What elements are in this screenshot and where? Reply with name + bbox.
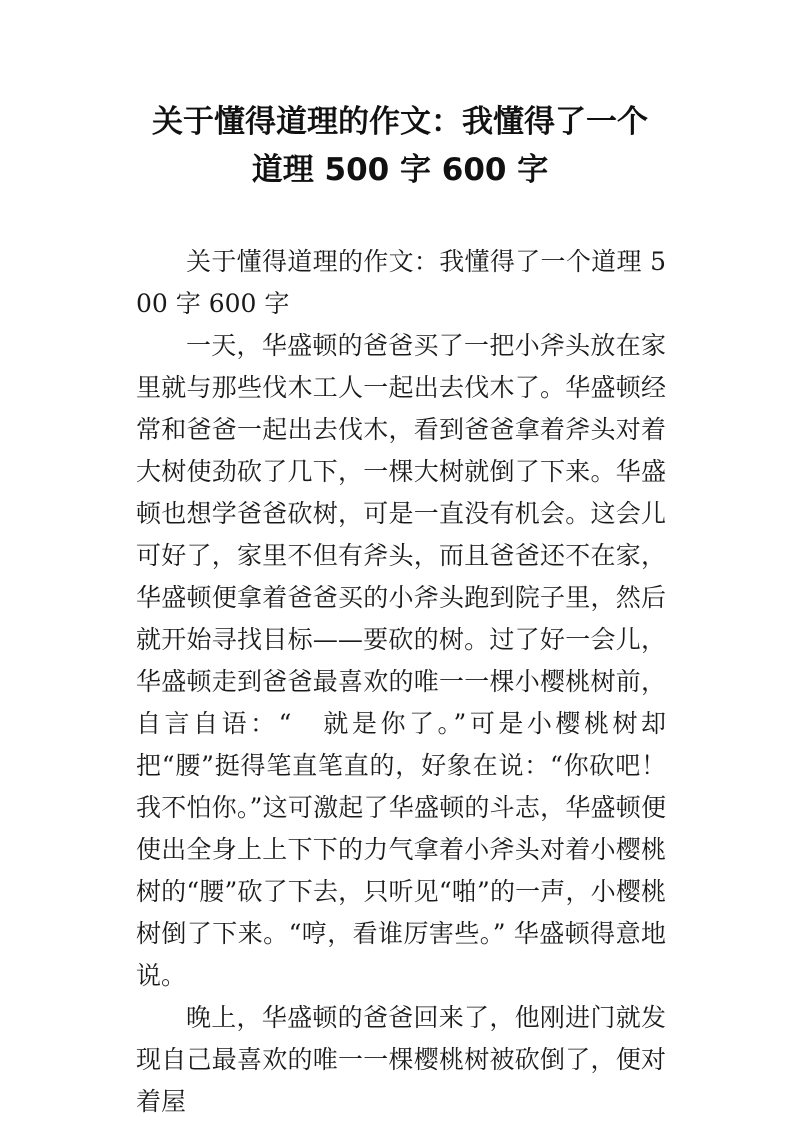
paragraph-heading-repeat: 关于懂得道理的作文：我懂得了一个道理 500 字 600 字 — [136, 247, 666, 318]
paragraph-story: 一天，华盛顿的爸爸买了一把小斧头放在家里就与那些伐木工人一起出去伐木了。华盛顿经常和爸爸一起出去伐木，看到爸爸拿着斧头对着大树使劲砍了几下，一棵大树就倒了下来。华盛顿也想学爸爸砍树，可是一直没有机会。这会儿可好了，家里不但有斧头，而且爸爸还不在家，华盛顿便拿着爸爸买的小斧头跑到院子里，然后就开始寻找目标——要砍的树。过了好一会儿，华盛顿走到爸爸最喜欢的唯一一棵小樱桃树前，自言自语：“ 就是你了。”可是小樱桃树却把“腰”挺得笔直笔直的，好象在说：“你砍吧！我不怕你。”这可激起了华盛顿的斗志，华盛顿便使出全身上上下下的力气拿着小斧头对着小樱桃树的“腰”砍了下去，只听见“啪”的一声，小樱桃树倒了下来。“哼，看谁厉害些。” 华盛顿得意地说。 — [136, 331, 666, 990]
document-title — [100, 98, 700, 194]
title-line-1: 关于懂得道理的作文：我懂得了一个 — [152, 104, 648, 140]
title-line-2: 道理 500 字 600 字 — [251, 152, 549, 188]
document-body — [136, 241, 666, 1123]
paragraph-evening: 晚上，华盛顿的爸爸回来了，他刚进门就发现自己最喜欢的唯一一棵樱桃树被砍倒了，便对着屋 — [136, 1003, 666, 1116]
